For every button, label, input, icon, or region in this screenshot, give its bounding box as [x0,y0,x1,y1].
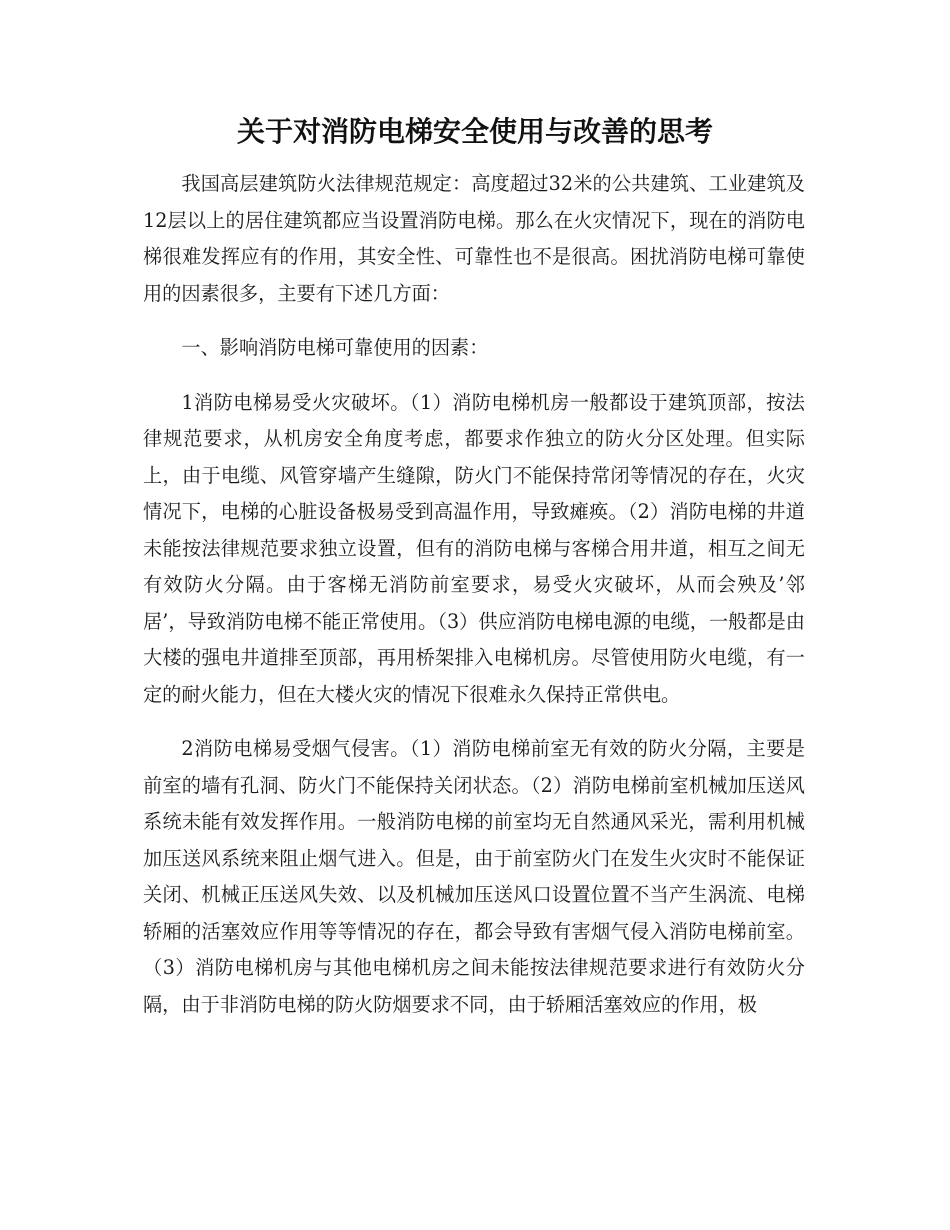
paragraph-section-heading: 一、影响消防电梯可靠使用的因素： [181,336,489,359]
paragraph-smoke-damage: 2消防电梯易受烟气侵害。（1）消防电梯前室无有效的防火分隔，主要是前室的墙有孔洞、防火门不能保持关闭状态。（2）消防电梯前室机械加压送风系统未能有效发挥作用。一般消防电梯的前室均无自然通风采光，需利用机械加压送风系统来阻止烟气进入。但是，由于前室防火门在发生火灾时不能保证关闭、机械正压送风失效、以及机械加压送风口设置位置不当产生涡流、电梯轿厢的活塞效应作用等等情况的存在，都会导致有害烟气侵入消防电梯前室。（3）消防电梯机房与其他电梯机房之间未能按法律规范要求进行有效防火分隔，由于非消防电梯的防火防烟要求不同，由于轿厢活塞效应的作用，极 [143,737,805,1016]
paragraph-intro: 我国高层建筑防火法律规范规定：高度超过32米的公共建筑、工业建筑及12层以上的居住建筑都应当设置消防电梯。那么在火灾情况下，现在的消防电梯很难发挥应有的作用，其安全性、可靠性也不是很高。困扰消防电梯可靠使用的因素很多，主要有下述几方面： [143,172,805,305]
document-title: 关于对消防电梯安全使用与改善的思考 [236,115,713,148]
document-body [143,166,805,1041]
paragraph-fire-damage: 1消防电梯易受火灾破坏。（1）消防电梯机房一般都设于建筑顶部，按法律规范要求，从机房安全角度考虑，都要求作独立的防火分区处理。但实际上，由于电缆、风管穿墙产生缝隙，防火门不能保持常闭等情况的存在，火灾情况下，电梯的心脏设备极易受到高温作用，导致瘫痪。（2）消防电梯的井道未能按法律规范要求独立设置，但有的消防电梯与客梯合用井道，相互之间无有效防火分隔。由于客梯无消防前室要求，易受火灾破坏，从而会殃及’邻居’，导致消防电梯不能正常使用。（3）供应消防电梯电源的电缆，一般都是由大楼的强电井道排至顶部，再用桥架排入电梯机房。尽管使用防火电缆，有一定的耐火能力，但在大楼火灾的情况下很难永久保持正常供电。 [143,390,805,706]
